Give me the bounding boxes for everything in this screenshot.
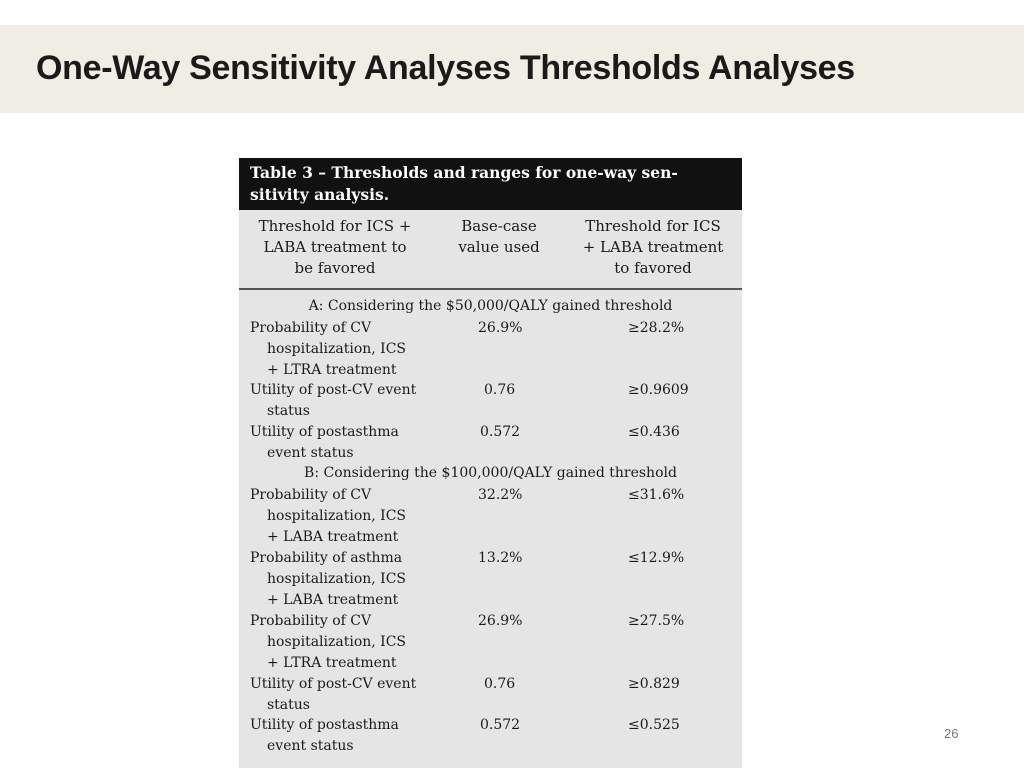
row-label-line: Utility of postasthma	[250, 717, 399, 733]
header-line: be favored	[294, 259, 376, 277]
table-row-label	[250, 674, 416, 716]
row-label-line: + LTRA treatment	[267, 655, 397, 671]
threshold-value: ≤0.436	[628, 424, 680, 440]
base-case-value: 0.76	[484, 382, 516, 398]
threshold-value: ≥0.829	[628, 676, 680, 692]
column-header-threshold-ics	[573, 216, 733, 279]
row-label-line: Probability of CV	[250, 487, 372, 503]
base-case-value: 0.572	[480, 424, 521, 440]
threshold-value: ≤0.525	[628, 717, 680, 733]
table-row-label	[250, 548, 406, 611]
column-header-base-case	[439, 216, 559, 258]
table-row-label	[250, 715, 399, 757]
table-caption-line-1: Table 3 – Thresholds and ranges for one-way sen-	[250, 163, 678, 182]
base-case-value: 0.76	[484, 676, 516, 692]
base-case-value: 26.9%	[478, 320, 523, 336]
header-line: Threshold for ICS	[585, 217, 721, 235]
table-row-label	[250, 422, 399, 464]
row-label-line: + LTRA treatment	[267, 362, 397, 378]
row-label-line: + LABA treatment	[267, 529, 399, 545]
row-label-line: + LABA treatment	[267, 592, 399, 608]
row-label-line: hospitalization, ICS	[267, 341, 407, 357]
base-case-value: 26.9%	[478, 613, 523, 629]
row-label-line: hospitalization, ICS	[267, 508, 407, 524]
slide-title: One-Way Sensitivity Analyses Thresholds Analyses	[36, 49, 855, 87]
threshold-value: ≥28.2%	[628, 320, 685, 336]
header-line: Threshold for ICS +	[258, 217, 412, 235]
table-row-label	[250, 611, 406, 674]
threshold-value: ≤31.6%	[628, 487, 685, 503]
row-label-line: Probability of CV	[250, 320, 372, 336]
column-header-threshold-favored	[243, 216, 427, 279]
table-row-label	[250, 318, 406, 381]
base-case-value: 0.572	[480, 717, 521, 733]
row-label-line: Utility of postasthma	[250, 424, 399, 440]
header-line: LABA treatment to	[263, 238, 407, 256]
row-label-line: Probability of CV	[250, 613, 372, 629]
header-line: + LABA treatment	[582, 238, 724, 256]
row-label-line: event status	[267, 445, 354, 461]
page-number: 26	[944, 726, 959, 741]
row-label-line: Probability of asthma	[250, 550, 403, 566]
row-label-line: Utility of post-CV event	[250, 382, 417, 398]
row-label-line: Utility of post-CV event	[250, 676, 417, 692]
table-row-label	[250, 485, 406, 548]
row-label-line: status	[267, 403, 310, 419]
sensitivity-table	[239, 158, 742, 768]
threshold-value: ≥27.5%	[628, 613, 685, 629]
table-caption-line-2: sitivity analysis.	[250, 185, 390, 204]
section-a-label: A: Considering the $50,000/QALY gained threshold	[308, 298, 673, 314]
base-case-value: 32.2%	[478, 487, 523, 503]
section-b-label: B: Considering the $100,000/QALY gained threshold	[304, 465, 677, 481]
row-label-line: status	[267, 697, 310, 713]
row-label-line: hospitalization, ICS	[267, 634, 407, 650]
threshold-value: ≥0.9609	[628, 382, 689, 398]
header-line: to favored	[614, 259, 692, 277]
base-case-value: 13.2%	[478, 550, 523, 566]
header-divider	[239, 288, 742, 290]
header-line: value used	[458, 238, 540, 256]
threshold-value: ≤12.9%	[628, 550, 685, 566]
row-label-line: hospitalization, ICS	[267, 571, 407, 587]
table-caption	[239, 158, 742, 210]
header-line: Base-case	[461, 217, 537, 235]
table-row-label	[250, 380, 416, 422]
row-label-line: event status	[267, 738, 354, 754]
